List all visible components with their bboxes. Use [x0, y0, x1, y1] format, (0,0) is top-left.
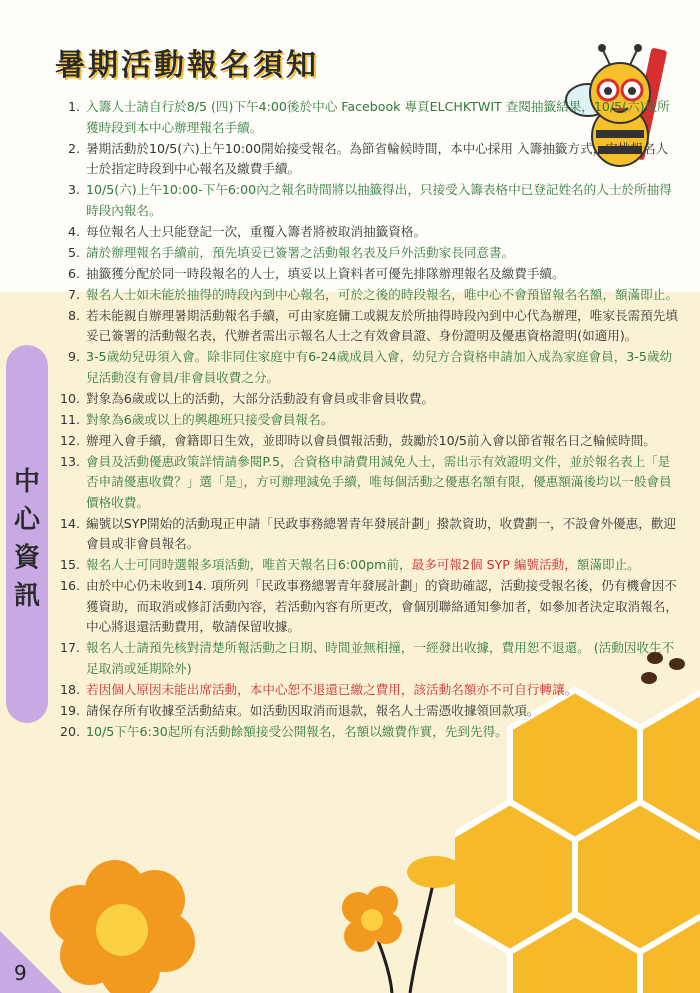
list-item-number: 3.: [67, 182, 80, 197]
list-item-number: 20.: [59, 723, 80, 739]
list-item: [58, 97, 680, 138]
list-item-number: 13.: [59, 453, 80, 469]
list-item-text: 報名人士可同時選報多項活動，唯首天報名日6:00pm前，: [86, 557, 412, 572]
list-item-number: 15.: [59, 557, 80, 572]
list-item-number: 11.: [59, 411, 80, 427]
list-item-text: 10/5下午6:30起所有活動餘額接受公開報名，名額以繳費作實，先到先得。: [86, 723, 508, 739]
list-item-number: 14.: [59, 515, 80, 531]
list-item-text: 每位報名人士只能登記一次，重覆入籌者將被取消抽籤資格。: [86, 223, 427, 239]
list-item-text: 額滿即止。: [576, 557, 640, 572]
list-item-number: 1.: [67, 99, 80, 114]
list-item: [58, 514, 680, 555]
list-item-text: 由於中心仍未收到14. 項所列「民政事務總署青年發展計劃」的資助確認，活動接受報名後，仍有機會因不獲資助，而取消或修訂活動內容，若活動內容有所更改，會個別聯絡通知參加者，如參加者決定取消報名，中心將退還活動費用，敬請保留收據。: [86, 578, 678, 634]
list-item: [58, 139, 680, 180]
list-item-number: 2.: [67, 140, 80, 156]
list-item: [58, 222, 680, 243]
list-item-text: 會員及活動優惠政策詳情請參閱P.5，合資格申請費用減免人士，需出示有效證明文件，並於報名表上「是否申請優惠收費？」選「是」，方可辦理減免手續，唯每個活動之優惠名額有限，優惠額滿後均以一般會員價格收費。: [86, 453, 672, 510]
list-item-number: 8.: [67, 307, 80, 323]
list-item-text: 編號以SYP開始的活動現正申請「民政事務總署青年發展計劃」撥款資助，收費劃一，不設會外優惠，歡迎會員或非會員報名。: [86, 515, 676, 551]
list-item-text: 請於辦理報名手續前，預先填妥已簽署之活動報名表及戶外活動家長同意書。: [86, 244, 515, 260]
list-item: [58, 452, 680, 514]
list-item-text: 抽籤獲分配於同一時段報名的人士，填妥以上資料者可優先排隊辦理報名及繳費手續。: [86, 265, 565, 281]
list-item: [58, 638, 680, 679]
side-tab-label: 中 心 資 訊: [13, 467, 40, 611]
list-item-text: 辦理入會手續，會籍即日生效，並即時以會員價報活動，鼓勵於10/5前入會以節省報名日之輪候時間。: [86, 432, 656, 448]
list-item-number: 18.: [59, 681, 80, 697]
list-item: [58, 243, 680, 264]
list-item: [58, 680, 680, 701]
list-item-text: 最多可報2個 SYP 編號活動，: [411, 557, 577, 572]
list-item-text: 報名人士請預先核對清楚所報活動之日期、時間並無相撞，一經發出收據，費用恕不退還。 (活動因收生不足取消或延期除外): [86, 640, 675, 676]
list-item-number: 12.: [59, 432, 80, 448]
list-item: [58, 347, 680, 388]
list-item-number: 16.: [59, 578, 80, 593]
flower-illustration: [30, 850, 260, 993]
list-item-number: 4.: [67, 223, 80, 239]
list-item-number: 9.: [67, 349, 80, 364]
list-item-number: 17.: [59, 640, 80, 655]
list-item-text: 對象為6歲或以上的興趣班只接受會員報名。: [86, 411, 334, 427]
list-item: [58, 701, 680, 722]
list-item-number: 19.: [59, 702, 80, 718]
page-corner-decoration: [0, 931, 62, 993]
list-item-text: 10/5(六)上午10:00-下午6:00內之報名時間將以抽籤得出，只接受入籌表格中已登記姓名的人士於所抽得時段內報名。: [86, 182, 672, 218]
list-item-text: 對象為6歲或以上的活動，大部分活動設有會員或非會員收費。: [86, 390, 435, 406]
list-item: [58, 306, 680, 347]
list-item: [58, 576, 680, 638]
list-item: [58, 285, 680, 306]
flower-illustration-small: [330, 850, 470, 993]
list-item-text: 暑期活動於10/5(六)上午10:00開始接受報名。為節省輪候時間，本中心採用 入籌抽籤方式，安排報名人士於指定時段到中心報名及繳費手續。: [86, 140, 669, 176]
list-item-text: 3-5歲幼兒毋須入會。除非同住家庭中有6-24歲成員入會，幼兒方合資格申請加入成為家庭會員，3-5歲幼兒活動沒有會員/非會員收費之分。: [86, 349, 673, 385]
list-item: [58, 410, 680, 431]
list-item-number: 7.: [67, 286, 80, 302]
list-item-text: 請保存所有收據至活動結束。如活動因取消而退款，報名人士需憑收據領回款項。: [86, 702, 540, 718]
list-item: [58, 722, 680, 743]
page-title: 暑期活動報名須知: [55, 48, 319, 83]
page-number: 9: [14, 961, 27, 985]
list-item-text: 若因個人原因未能出席活動，本中心恕不退還已繳之費用，該活動名額亦不可自行轉讓。: [86, 681, 578, 697]
list-item: [58, 180, 680, 221]
list-item-text: 入籌人士請自行於8/5 (四)下午4:00後於中心 Facebook 專頁ELCHKTWIT 查閱抽籤結果，10/5(六)按所獲時段到本中心辦理報名手續。: [86, 99, 670, 135]
list-item: [58, 264, 680, 285]
side-tab: [6, 345, 48, 723]
list-item-text: 報名人士如未能於抽得的時段內到中心報名，可於之後的時段報名，唯中心不會預留報名名額，額滿即止。: [86, 286, 678, 302]
list-item-number: 5.: [67, 244, 80, 260]
list-item: [58, 555, 680, 576]
list-item-number: 10.: [59, 390, 80, 406]
list-item-number: 6.: [67, 265, 80, 281]
notice-list: [58, 97, 680, 743]
list-item: [58, 389, 680, 410]
list-item-text: 若未能親自辦理暑期活動報名手續，可由家庭傭工或親友於所抽得時段內到中心代為辦理，唯家長需預先填妥已簽署的活動報名表，代辦者需出示報名人士之有效會員證、身份證明及優惠資格證明(如適用)。: [86, 307, 678, 343]
list-item: [58, 431, 680, 452]
